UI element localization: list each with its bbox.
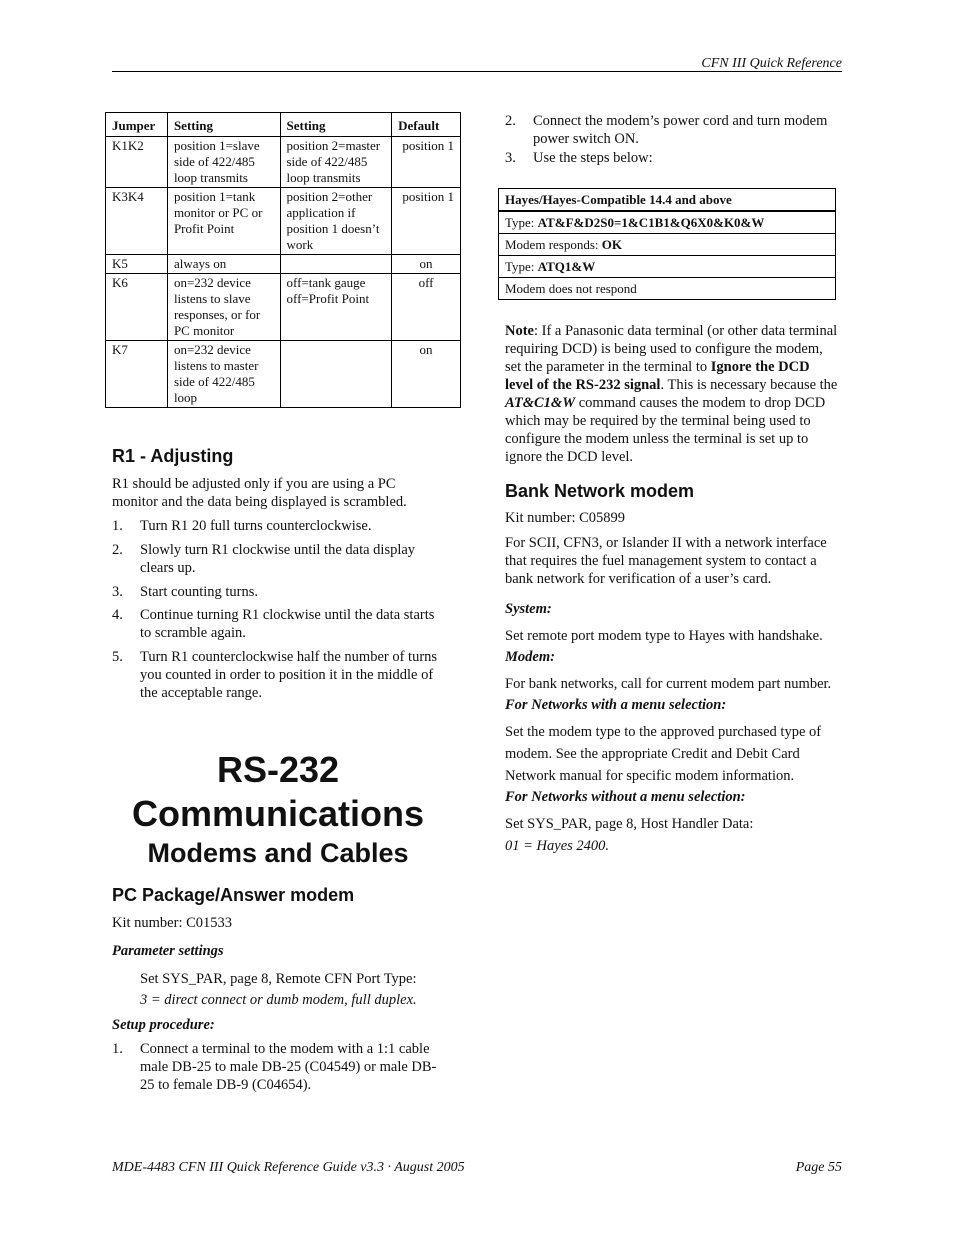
table-cell: on <box>392 341 461 408</box>
table-row <box>106 341 461 408</box>
table-cell: Type: ATQ1&W <box>499 256 836 278</box>
list-item: 4. Continue turning R1 clockwise until the data starts to scramble again. <box>112 607 435 641</box>
right-column <box>505 112 841 857</box>
table-cell: on <box>392 255 461 274</box>
menu-heading: For Networks with a menu selection: <box>505 697 727 713</box>
nomenu-heading: For Networks without a menu selection: <box>505 789 746 805</box>
table-row <box>499 234 836 256</box>
r1-intro: R1 should be adjusted only if you are using a PC monitor and the data being displayed is scrambled. <box>112 476 407 510</box>
table-cell: on=232 device listens to master side of 422/485 loop <box>167 341 280 408</box>
bank-modem-intro: For SCII, CFN3, or Islander II with a network interface that requires the fuel management system to contact a bank network for verification of a user’s card. <box>505 535 827 587</box>
modem-heading: Modem: <box>505 649 555 665</box>
table-cell: on=232 device listens to slave responses, or for PC monitor <box>167 274 280 341</box>
chapter-subtitle: Modems and Cables <box>147 838 409 868</box>
table-cell: Modem does not respond <box>499 278 836 300</box>
table-row <box>499 256 836 278</box>
menu-text: Set the modem type to the approved purchased type of modem. See the appropriate Credit and Debit Card Network manual for specific modem information. <box>505 724 822 784</box>
table-cell: off <box>392 274 461 341</box>
table-cell <box>280 255 392 274</box>
table-cell: position 1 <box>392 188 461 255</box>
table-cell: K6 <box>106 274 168 341</box>
col-header-default: Default <box>392 113 461 137</box>
r1-heading: R1 - Adjusting <box>112 446 234 466</box>
running-header: CFN III Quick Reference <box>701 56 842 71</box>
pc-modem-kit: Kit number: C01533 <box>112 915 233 931</box>
pc-modem-heading: PC Package/Answer modem <box>112 885 355 905</box>
table-header-row <box>106 113 461 137</box>
table-cell: K3K4 <box>106 188 168 255</box>
table-cell: Modem responds: OK <box>499 234 836 256</box>
table-row <box>106 274 461 341</box>
footer-doc-title: MDE-4483 CFN III Quick Reference Guide v3.3 · August 2005 <box>112 1160 465 1175</box>
param-heading: Parameter settings <box>112 943 224 959</box>
hayes-command-table <box>498 188 836 300</box>
system-text: Set remote port modem type to Hayes with handshake. <box>505 628 823 644</box>
system-heading: System: <box>505 601 552 617</box>
jumper-table <box>105 112 461 408</box>
list-item: 1. Connect a terminal to the modem with a 1:1 cable male DB-25 to male DB-25 (C04549) or male DB-25 to female DB-9 (C04654). <box>112 1041 437 1093</box>
col-header-setting: Setting <box>167 113 280 137</box>
list-item: 3. Use the steps below: <box>505 150 653 166</box>
param-value: 3 = direct connect or dumb modem, full duplex. <box>140 992 417 1008</box>
setup-steps <box>112 1040 444 1094</box>
col-header-jumper: Jumper <box>106 113 168 137</box>
table-row <box>499 211 836 234</box>
table-cell: Type: AT&F&D2S0=1&C1B1&Q6X0&K0&W <box>499 211 836 234</box>
bank-modem-kit: Kit number: C05899 <box>505 510 626 526</box>
bank-modem-heading: Bank Network modem <box>505 481 695 501</box>
table-cell: position 1=tank monitor or PC or Profit Point <box>167 188 280 255</box>
hayes-table-title: Hayes/Hayes-Compatible 14.4 and above <box>499 189 836 212</box>
table-cell: always on <box>167 255 280 274</box>
list-item: 2. Connect the modem’s power cord and turn modem power switch ON. <box>505 113 828 147</box>
table-cell: position 1=slave side of 422/485 loop transmits <box>167 137 280 188</box>
page-number: Page 55 <box>795 1160 842 1175</box>
left-column <box>112 446 444 1094</box>
table-row <box>106 188 461 255</box>
table-cell: position 2=other application if position 1 doesn’t work <box>280 188 392 255</box>
setup-heading: Setup procedure: <box>112 1017 215 1033</box>
list-item: 3. Start counting turns. <box>112 584 259 600</box>
table-cell: position 1 <box>392 137 461 188</box>
table-cell: position 2=master side of 422/485 loop transmits <box>280 137 392 188</box>
r1-steps <box>112 517 444 702</box>
nomenu-text: Set SYS_PAR, page 8, Host Handler Data: <box>505 816 754 832</box>
table-cell: off=tank gauge off=Profit Point <box>280 274 392 341</box>
modem-text: For bank networks, call for current modem part number. <box>505 676 832 692</box>
table-cell <box>280 341 392 408</box>
table-row <box>106 137 461 188</box>
table-row <box>106 255 461 274</box>
list-item: 2. Slowly turn R1 clockwise until the data display clears up. <box>112 542 416 576</box>
list-item: 5. Turn R1 counterclockwise half the number of turns you counted in order to position it in the middle of the acceptable range. <box>112 649 438 701</box>
table-cell: K7 <box>106 341 168 408</box>
note-paragraph: Note: If a Panasonic data terminal (or other data terminal requiring DCD) is being used to configure the modem, set the parameter in the terminal to Ignore the DCD level of the RS-232 signal. This is necessary because the AT&C1&W command causes the modem to drop DCD which may be required by the terminal being used to configure the modem unless the terminal is set up to ignore the DCD level. <box>505 323 838 465</box>
table-row <box>499 189 836 212</box>
param-text: Set SYS_PAR, page 8, Remote CFN Port Type: <box>140 971 417 987</box>
col-header-setting: Setting <box>280 113 392 137</box>
table-cell: K1K2 <box>106 137 168 188</box>
table-cell: K5 <box>106 255 168 274</box>
table-row <box>499 278 836 300</box>
list-item: 1. Turn R1 20 full turns counterclockwise. <box>112 518 372 534</box>
chapter-title-line1: RS-232 <box>216 749 340 790</box>
chapter-title <box>112 748 444 870</box>
setup-steps-continued <box>505 112 841 167</box>
chapter-title-line2: Communications <box>131 793 425 834</box>
header-rule <box>112 71 842 72</box>
nomenu-value: 01 = Hayes 2400. <box>505 838 610 854</box>
